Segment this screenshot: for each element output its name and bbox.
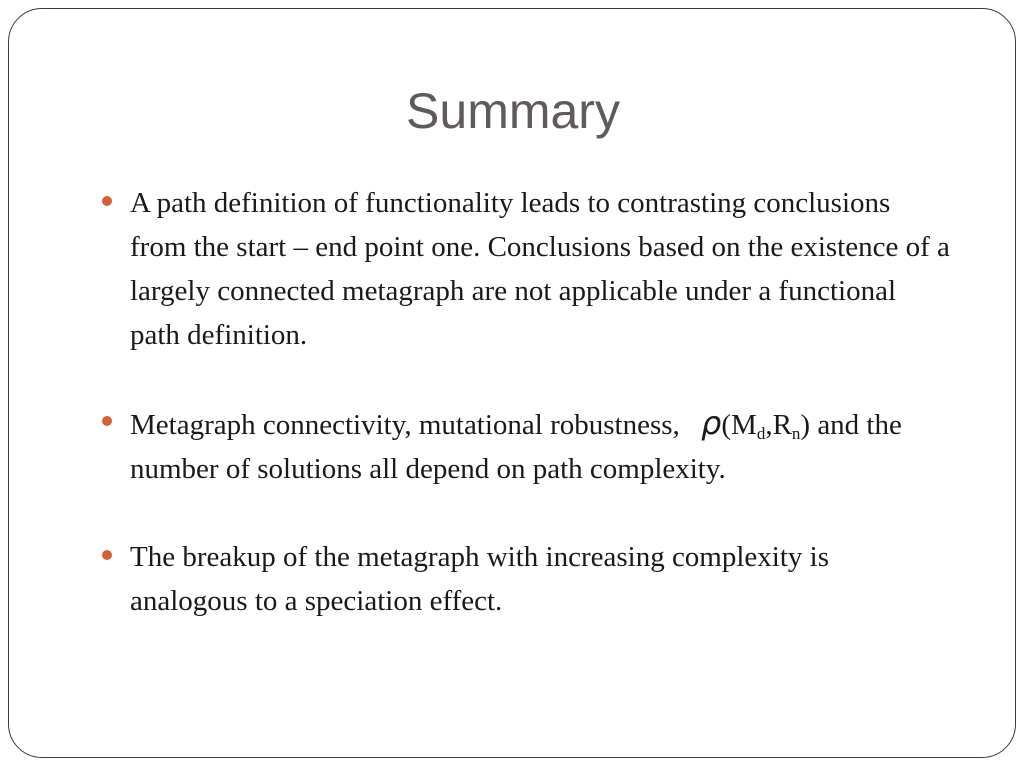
bullet-text-2-comma: ,R <box>765 409 792 441</box>
bullet-text-3: The breakup of the metagraph with increasing complexity is analogous to a speciation effect. <box>130 541 830 617</box>
bullet-item-2 <box>101 401 951 491</box>
rho-symbol: ρ <box>701 404 722 442</box>
slide-title: Summary <box>406 83 620 139</box>
bullet-text-2-before: Metagraph connectivity, mutational robustness, <box>130 409 688 441</box>
subscript-d: d <box>756 424 766 443</box>
slide-frame <box>8 8 1016 758</box>
bullet-dot-icon <box>102 196 112 206</box>
bullet-text-2-after: ) and the number of solutions all depend on path complexity. <box>130 409 902 485</box>
bullet-dot-icon <box>102 416 112 426</box>
bullet-item-3 <box>101 535 951 623</box>
bullet-list <box>101 181 951 667</box>
bullet-dot-icon <box>102 550 112 560</box>
bullet-text-1: A path definition of functionality leads to contrasting conclusions from the start – end point one. Conclusions based on the existence of a largely connected metagraph are not applicable under a functional path definition. <box>130 187 950 351</box>
subscript-n: n <box>791 424 801 443</box>
bullet-item-1 <box>101 181 951 357</box>
bullet-text-2-paren: (M <box>721 409 757 441</box>
